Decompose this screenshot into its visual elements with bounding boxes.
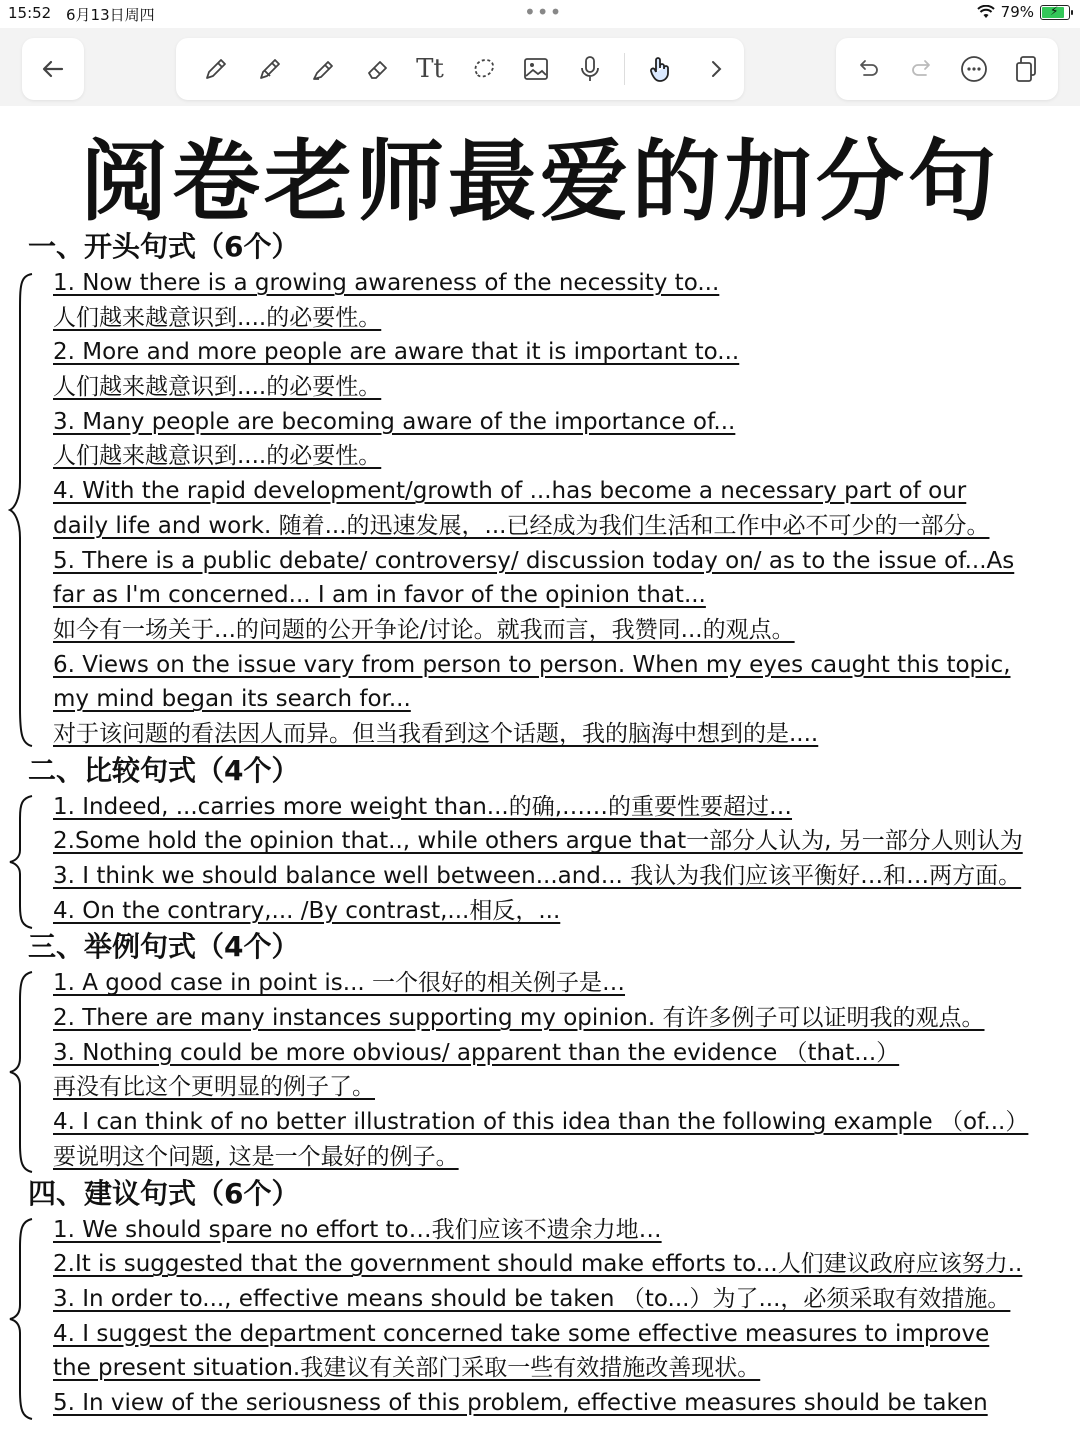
battery-icon	[1040, 5, 1070, 20]
sentence-line: my mind began its search for...	[53, 686, 411, 713]
status-right	[977, 3, 1070, 21]
brace-icon	[8, 794, 34, 930]
chevron-right-icon[interactable]	[696, 49, 736, 89]
sentence-list	[28, 1213, 1058, 1421]
marker-icon[interactable]	[304, 49, 344, 89]
back-button[interactable]	[22, 38, 84, 100]
sentence-line: 5. There is a public debate/ controversy/ discussion today on/ as to the issue of...As	[53, 547, 1015, 574]
lasso-icon[interactable]	[464, 49, 504, 89]
sentence-line: 3. Many people are becoming aware of the importance of...	[53, 408, 736, 435]
section-heading: 三、举例句式（4个）	[28, 930, 300, 964]
charging-bolt-icon: ⚡	[1050, 3, 1059, 18]
sentence-line: 4. With the rapid development/growth of ...has become a necessary part of our	[53, 478, 967, 505]
section-heading: 四、建议句式（6个）	[28, 1176, 300, 1210]
sentence-line: 人们越来越意识到....的必要性。	[53, 443, 382, 470]
mic-icon[interactable]	[570, 49, 610, 89]
section-examples	[28, 928, 1058, 1174]
sentence-line: 1. Indeed, ...carries more weight than...的确,……的重要性要超过…	[53, 793, 793, 820]
sentence-line: far as I'm concerned... I am in favor of the opinion that...	[53, 582, 706, 609]
brace-icon	[8, 1217, 34, 1421]
actions-group	[836, 38, 1058, 100]
sentence-line: 4. I can think of no better illustration of this idea than the following example （of...）	[53, 1109, 1029, 1136]
sentence-line: 人们越来越意识到....的必要性。	[53, 374, 382, 401]
sentence-line: 2.It is suggested that the government should make efforts to...人们建议政府应该努力..	[53, 1251, 1023, 1278]
section-opening	[28, 228, 1058, 752]
sentence-list	[28, 790, 1058, 929]
battery-percent: 79%	[1000, 3, 1034, 21]
sentence-line: 1. A good case in point is... 一个很好的相关例子是…	[53, 970, 626, 997]
pages-icon[interactable]	[1006, 49, 1046, 89]
sentence-line: 6. Views on the issue vary from person to person. When my eyes caught this topic,	[53, 651, 1011, 678]
text-icon[interactable]: Tt	[416, 54, 444, 84]
sentence-list	[28, 266, 1058, 752]
sentence-line: 对于该问题的看法因人而异。但当我看到这个话题，我的脑海中想到的是....	[53, 720, 819, 747]
sentence-line: the present situation.我建议有关部门采取一些有效措施改善现状。	[53, 1355, 761, 1382]
sentence-line: 5. In view of the seriousness of this problem, effective measures should be taken	[53, 1389, 988, 1416]
hand-pointer-icon[interactable]	[640, 49, 680, 89]
pencil-icon[interactable]	[250, 49, 290, 89]
sentence-line: 3. I think we should balance well between...and... 我认为我们应该平衡好…和…两方面。	[53, 863, 1022, 889]
note-content	[28, 228, 1058, 1421]
section-heading: 一、开头句式（6个）	[28, 230, 300, 263]
page-title: 阅卷老师最爱的加分句	[79, 130, 1000, 233]
sentence-line: 1. Now there is a growing awareness of the necessity to...	[53, 270, 720, 296]
section-comparison	[28, 752, 1058, 929]
wifi-icon	[977, 5, 995, 19]
status-bar	[0, 0, 1080, 28]
multitasking-dots[interactable]: •••	[524, 0, 563, 24]
toolbar-divider	[624, 53, 625, 85]
status-time: 15:52	[8, 4, 52, 22]
sentence-line: 3. Nothing could be more obvious/ apparent than the evidence （that...）	[53, 1039, 900, 1066]
section-heading: 二、比较句式（4个）	[28, 753, 300, 787]
back-arrow-icon	[33, 49, 73, 89]
sentence-line: 2. There are many instances supporting my opinion. 有许多例子可以证明我的观点。	[53, 1005, 985, 1032]
sentence-list	[28, 966, 1058, 1174]
more-icon[interactable]	[954, 49, 994, 89]
pen-icon[interactable]	[196, 49, 236, 89]
sentence-line: 1. We should spare no effort to…我们应该不遗余力地…	[53, 1216, 662, 1243]
sentence-line: 如今有一场关于...的问题的公开争论/讨论。就我而言，我赞同...的观点。	[53, 616, 795, 643]
brace-icon	[8, 272, 34, 748]
brace-icon	[8, 970, 34, 1174]
status-date: 6月13日周四	[66, 6, 155, 24]
sentence-line: 3. In order to..., effective means should be taken （to...）为了...，必须采取有效措施。	[53, 1285, 1011, 1312]
sentence-line: 4. On the contrary,... /By contrast,...相反，...	[53, 897, 561, 924]
sentence-line: 要说明这个问题, 这是一个最好的例子。	[53, 1143, 459, 1170]
sentence-line: 4. I suggest the department concerned take some effective measures to improve	[53, 1320, 990, 1347]
image-icon[interactable]	[516, 49, 556, 89]
sentence-line: 2.Some hold the opinion that.., while others argue that一部分人认为, 另一部分人则认为	[53, 828, 1023, 855]
sentence-line: 2. More and more people are aware that it is important to...	[53, 339, 740, 366]
eraser-icon[interactable]	[358, 49, 398, 89]
sentence-line: daily life and work. 随着...的迅速发展，...已经成为我们生活和工作中必不可少的一部分。	[53, 512, 990, 539]
undo-icon[interactable]	[848, 49, 888, 89]
sentence-line: 人们越来越意识到....的必要性。	[53, 304, 382, 331]
section-suggestions	[28, 1175, 1058, 1421]
redo-icon[interactable]	[902, 49, 942, 89]
tools-group	[176, 38, 744, 100]
sentence-line: 再没有比这个更明显的例子了。	[53, 1074, 375, 1101]
